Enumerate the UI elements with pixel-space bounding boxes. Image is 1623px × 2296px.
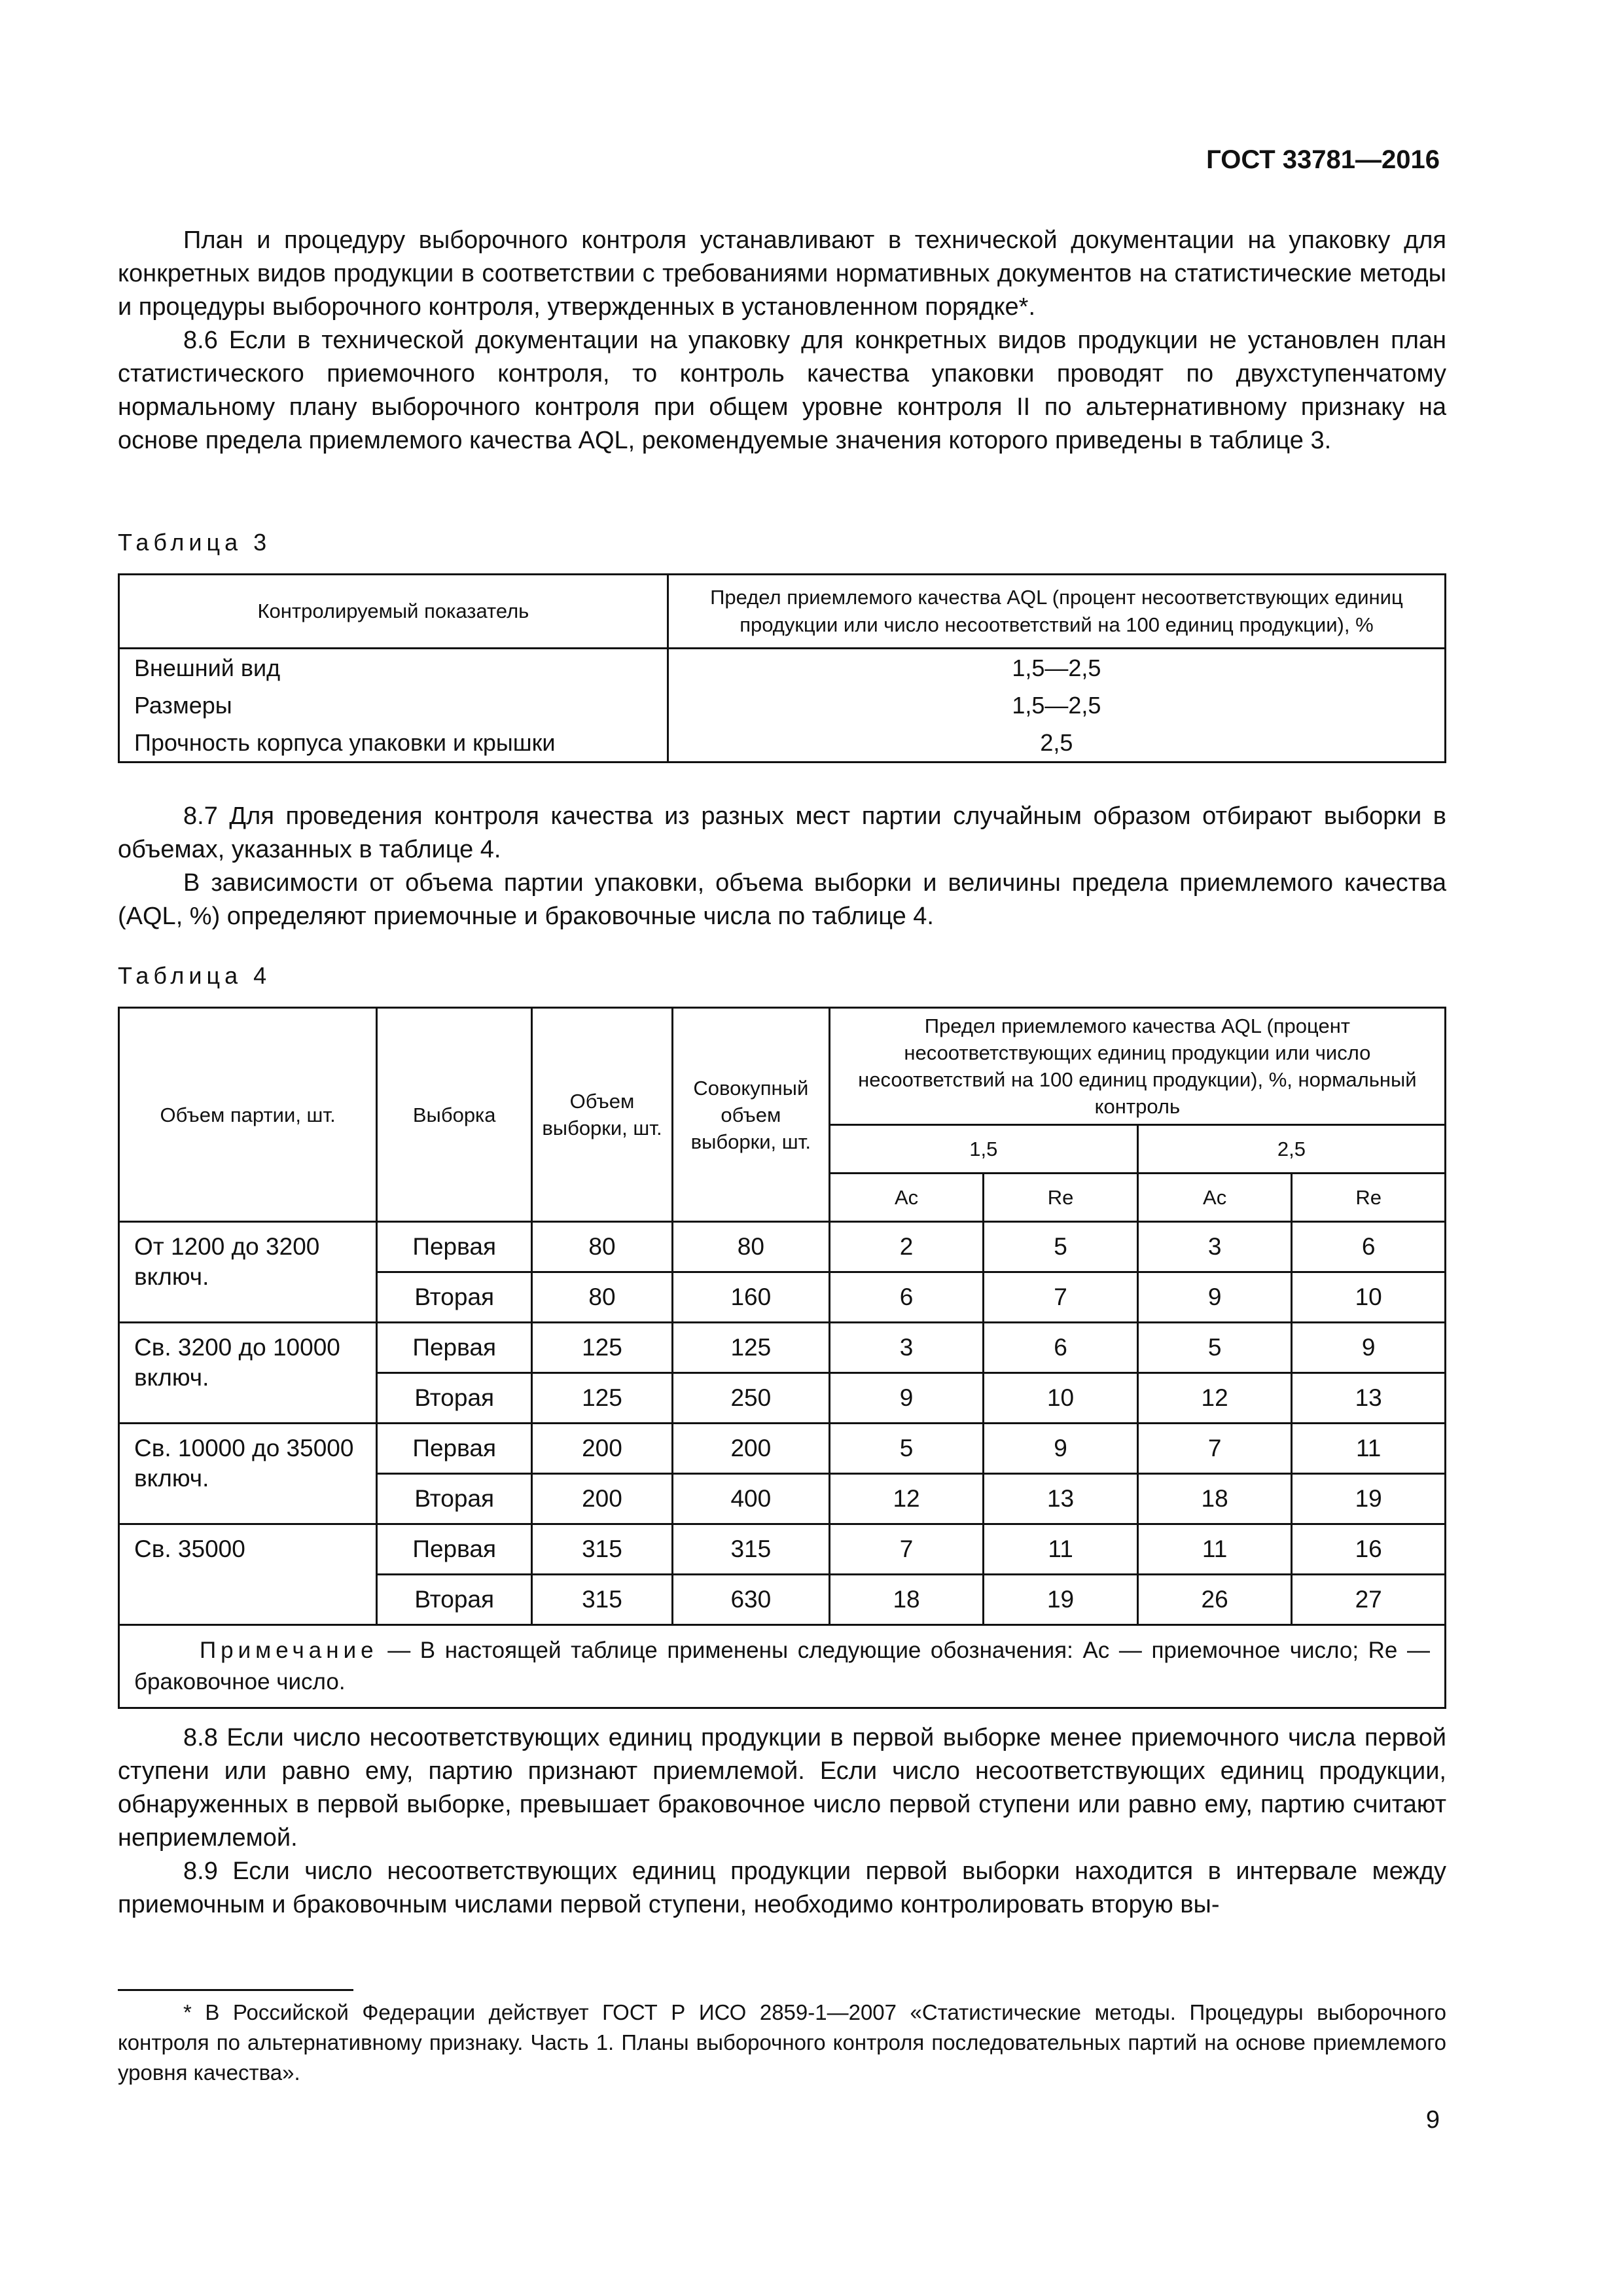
ac-cell: 7	[829, 1524, 984, 1575]
re-cell: 19	[1292, 1474, 1446, 1524]
table-3-header-indicator: Контролируемый показатель	[119, 575, 668, 649]
table-4-caption: Таблица 4	[118, 962, 272, 989]
ac-cell: 5	[829, 1424, 984, 1474]
re-cell: 7	[984, 1272, 1138, 1323]
paragraph: В зависимости от объема партии упаковки, объема выборки и величины предела приемлемого качества (AQL, %) определяют приемочные и браковочные числа по таблице 4.	[118, 869, 1446, 930]
ac-cell: 18	[829, 1575, 984, 1625]
header-ac: Ac	[1137, 1174, 1292, 1222]
ac-cell: 18	[1137, 1474, 1292, 1524]
cumulative-cell: 125	[672, 1323, 829, 1373]
ac-cell: 3	[829, 1323, 984, 1373]
cumulative-cell: 160	[672, 1272, 829, 1323]
intro-text	[118, 224, 1446, 457]
table-row	[119, 1524, 1446, 1575]
sample-cell: Первая	[377, 1424, 532, 1474]
sample-cell: Вторая	[377, 1575, 532, 1625]
paragraph: План и процедуру выборочного контроля устанавливают в технической документации на упаковку для конкретных видов продукции в соответствии с требованиями нормативных документов на статистические методы и процедуры выборочного контроля, утвержденных в установленном порядке*.	[118, 226, 1446, 321]
sample-cell: Первая	[377, 1524, 532, 1575]
ac-cell: 12	[1137, 1373, 1292, 1424]
header-aql-1-5: 1,5	[829, 1125, 1137, 1174]
re-cell: 11	[1292, 1424, 1446, 1474]
re-cell: 27	[1292, 1575, 1446, 1625]
cumulative-cell: 630	[672, 1575, 829, 1625]
re-cell: 6	[984, 1323, 1138, 1373]
header-sample: Выборка	[377, 1008, 532, 1222]
re-cell: 13	[984, 1474, 1138, 1524]
size-cell: 315	[532, 1575, 673, 1625]
ac-cell: 9	[829, 1373, 984, 1424]
table-3-indicator: Прочность корпуса упаковки и крышки	[119, 724, 668, 762]
ac-cell: 2	[829, 1222, 984, 1272]
ac-cell: 9	[1137, 1272, 1292, 1323]
sample-cell: Вторая	[377, 1373, 532, 1424]
size-cell: 80	[532, 1272, 673, 1323]
header-sample-size: Объем выборки, шт.	[532, 1008, 673, 1222]
header-lot-size: Объем партии, шт.	[119, 1008, 377, 1222]
re-cell: 10	[984, 1373, 1138, 1424]
footnote-separator	[118, 1989, 353, 1991]
paragraph: 8.6 Если в технической документации на упаковку для конкретных видов продукции не установлен план статистического приемочного контроля, то контроль качества упаковки проводят по двухступенчатому нормальному плану выборочного контроля при общем уровне контроля II по альтернативному признаку на основе предела приемлемого качества AQL, рекомендуемые значения которого приведены в таблице 3.	[118, 327, 1446, 454]
header-cumulative-size: Совокупный объем выборки, шт.	[672, 1008, 829, 1222]
ac-cell: 3	[1137, 1222, 1292, 1272]
cumulative-cell: 400	[672, 1474, 829, 1524]
table-3	[118, 573, 1446, 763]
final-text	[118, 1721, 1446, 1922]
re-cell: 11	[984, 1524, 1138, 1575]
table-4-note	[119, 1625, 1446, 1708]
size-cell: 80	[532, 1222, 673, 1272]
table-row	[119, 1424, 1446, 1474]
lot-size-cell: Св. 3200 до 10000 включ.	[119, 1323, 377, 1424]
table-3-header-aql: Предел приемлемого качества AQL (процент несоответствующих единиц продукции или число несоответствий на 100 единиц продукции), %	[668, 575, 1445, 649]
page-number: 9	[1425, 2106, 1440, 2134]
sample-cell: Вторая	[377, 1474, 532, 1524]
header-ac: Ac	[829, 1174, 984, 1222]
header-re: Re	[1292, 1174, 1446, 1222]
table-row	[119, 1323, 1446, 1373]
paragraph: 8.8 Если число несоответствующих единиц продукции в первой выборке менее приемочного числа первой ступени или равно ему, партию признают приемлемой. Если число несоответствующих единиц продукции, обнаруженных в первой выборке, превышает браковочное число первой ступени или равно ему, партию считают неприемлемой.	[118, 1724, 1446, 1852]
ac-cell: 12	[829, 1474, 984, 1524]
header-aql-2-5: 2,5	[1137, 1125, 1445, 1174]
size-cell: 125	[532, 1323, 673, 1373]
re-cell: 9	[984, 1424, 1138, 1474]
ac-cell: 5	[1137, 1323, 1292, 1373]
table-3-indicator: Внешний вид	[119, 649, 668, 687]
lot-size-cell: От 1200 до 3200 включ.	[119, 1222, 377, 1323]
sample-cell: Первая	[377, 1222, 532, 1272]
table-3-value: 1,5—2,5	[668, 649, 1445, 687]
cumulative-cell: 80	[672, 1222, 829, 1272]
paragraph: 8.7 Для проведения контроля качества из разных мест партии случайным образом отбирают выборки в объемах, указанных в таблице 4.	[118, 802, 1446, 863]
size-cell: 200	[532, 1474, 673, 1524]
size-cell: 200	[532, 1424, 673, 1474]
paragraph: 8.9 Если число несоответствующих единиц продукции первой выборки находится в интервале между приемочным и браковочным числами первой ступени, необходимо контролировать вторую вы-	[118, 1857, 1446, 1918]
lot-size-cell: Св. 35000	[119, 1524, 377, 1625]
ac-cell: 11	[1137, 1524, 1292, 1575]
re-cell: 10	[1292, 1272, 1446, 1323]
footnote-text: * В Российской Федерации действует ГОСТ Р ИСО 2859-1—2007 «Статистические методы. Процедуры выборочного контроля по альтернативному признаку. Часть 1. Планы выборочного контроля последовательных партий на основе приемлемого уровня качества».	[118, 2000, 1446, 2085]
cumulative-cell: 315	[672, 1524, 829, 1575]
table-3-value: 2,5	[668, 724, 1445, 762]
size-cell: 125	[532, 1373, 673, 1424]
re-cell: 16	[1292, 1524, 1446, 1575]
cumulative-cell: 200	[672, 1424, 829, 1474]
table-4	[118, 1007, 1446, 1709]
table-3-value: 1,5—2,5	[668, 687, 1445, 724]
table-row	[119, 1222, 1446, 1272]
middle-text	[118, 800, 1446, 933]
header-re: Re	[984, 1174, 1138, 1222]
table-3-indicator: Размеры	[119, 687, 668, 724]
note-text: — В настоящей таблице применены следующие обозначения: Ac — приемочное число; Re — браковочное число.	[134, 1638, 1430, 1695]
ac-cell: 6	[829, 1272, 984, 1323]
note-label: Примечание	[200, 1638, 378, 1663]
ac-cell: 26	[1137, 1575, 1292, 1625]
header-aql: Предел приемлемого качества AQL (процент несоответствующих единиц продукции или число несоответствий на 100 единиц продукции), %, нормальный контроль	[829, 1008, 1445, 1125]
re-cell: 19	[984, 1575, 1138, 1625]
table-3-caption: Таблица 3	[118, 529, 272, 556]
cumulative-cell: 250	[672, 1373, 829, 1424]
re-cell: 5	[984, 1222, 1138, 1272]
sample-cell: Вторая	[377, 1272, 532, 1323]
footnote	[118, 1998, 1446, 2088]
ac-cell: 7	[1137, 1424, 1292, 1474]
lot-size-cell: Св. 10000 до 35000 включ.	[119, 1424, 377, 1524]
re-cell: 13	[1292, 1373, 1446, 1424]
standard-designation: ГОСТ 33781—2016	[1206, 145, 1440, 174]
re-cell: 9	[1292, 1323, 1446, 1373]
re-cell: 6	[1292, 1222, 1446, 1272]
sample-cell: Первая	[377, 1323, 532, 1373]
size-cell: 315	[532, 1524, 673, 1575]
